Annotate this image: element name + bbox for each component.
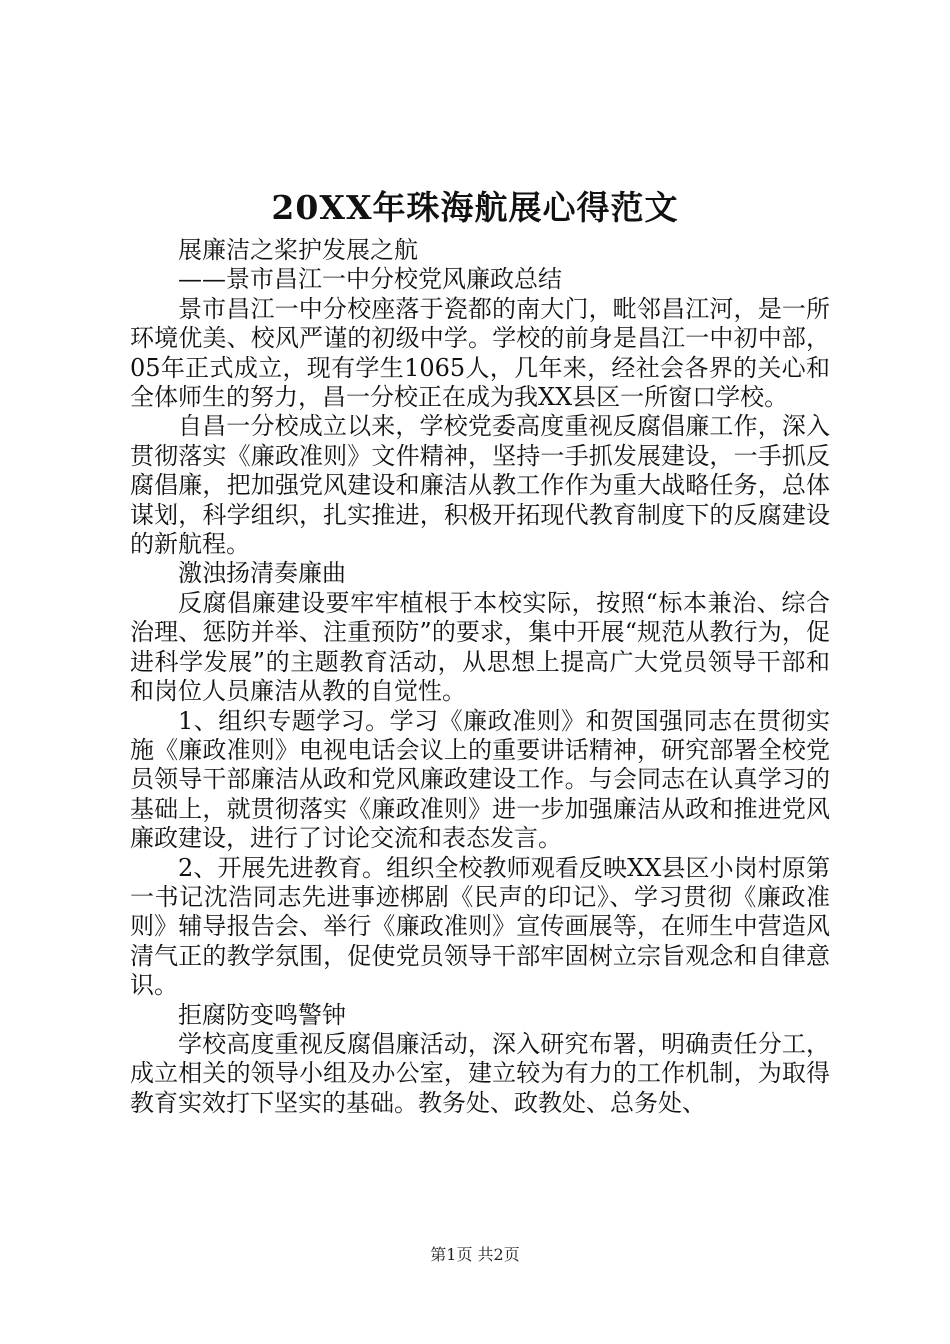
document-title: 20XX年珠海航展心得范文 [271,188,679,227]
section-heading: 拒腐防变鸣警钟 [178,1000,346,1029]
body-paragraph: 2、开展先进教育。组织全校教师观看反映XX县区小岗村原第一书记沈浩同志先进事迹梆剧《民声的印记》、学习贯彻《廉政准则》辅导报告会、举行《廉政准则》宣传画展等，在师生中营造风清气正的教学氛围，促使党员领导干部牢固树立宗旨观念和自律意识。 [130,853,830,1000]
section-heading: 展廉洁之桨护发展之航 [178,236,418,264]
body-paragraph: 自昌一分校成立以来，学校党委高度重视反腐倡廉工作，深入贯彻落实《廉政准则》文件精神，坚持一手抓发展建设，一手抓反腐倡廉，把加强党风建设和廉洁从教工作作为重大战略任务，总体谋划，科学组织，扎实推进，积极开拓现代教育制度下的反腐建设的新航程。 [130,412,830,559]
section-subheading: ——景市昌江一中分校党风廉政总结 [178,265,562,294]
body-paragraph: 景市昌江一中分校座落于瓷都的南大门，毗邻昌江河，是一所环境优美、校风严谨的初级中学。学校的前身是昌江一中初中部，05年正式成立，现有学生1065人，几年来，经社会各界的关心和全体师生的努力，昌一分校正在成为我XX县区一所窗口学校。 [130,294,830,412]
page-footer: 第1页 共2页 [430,1245,520,1264]
section-heading: 激浊扬清奏廉曲 [178,559,346,588]
document-body [130,236,830,1118]
body-paragraph: 1、组织专题学习。学习《廉政准则》和贺国强同志在贯彻实施《廉政准则》电视电话会议上的重要讲话精神，研究部署全校党员领导干部廉洁从政和党风廉政建设工作。与会同志在认真学习的基础上，就贯彻落实《廉政准则》进一步加强廉洁从政和推进党风廉政建设，进行了讨论交流和表态发言。 [130,706,830,853]
body-paragraph: 反腐倡廉建设要牢牢植根于本校实际，按照“标本兼治、综合治理、惩防并举、注重预防”的要求，集中开展“规范从教行为，促进科学发展”的主题教育活动，从思想上提高广大党员领导干部和和岗位人员廉洁从教的自觉性。 [130,588,830,706]
body-paragraph: 学校高度重视反腐倡廉活动，深入研究布署，明确责任分工，成立相关的领导小组及办公室，建立较为有力的工作机制，为取得教育实效打下坚实的基础。教务处、政教处、总务处、 [130,1029,830,1117]
